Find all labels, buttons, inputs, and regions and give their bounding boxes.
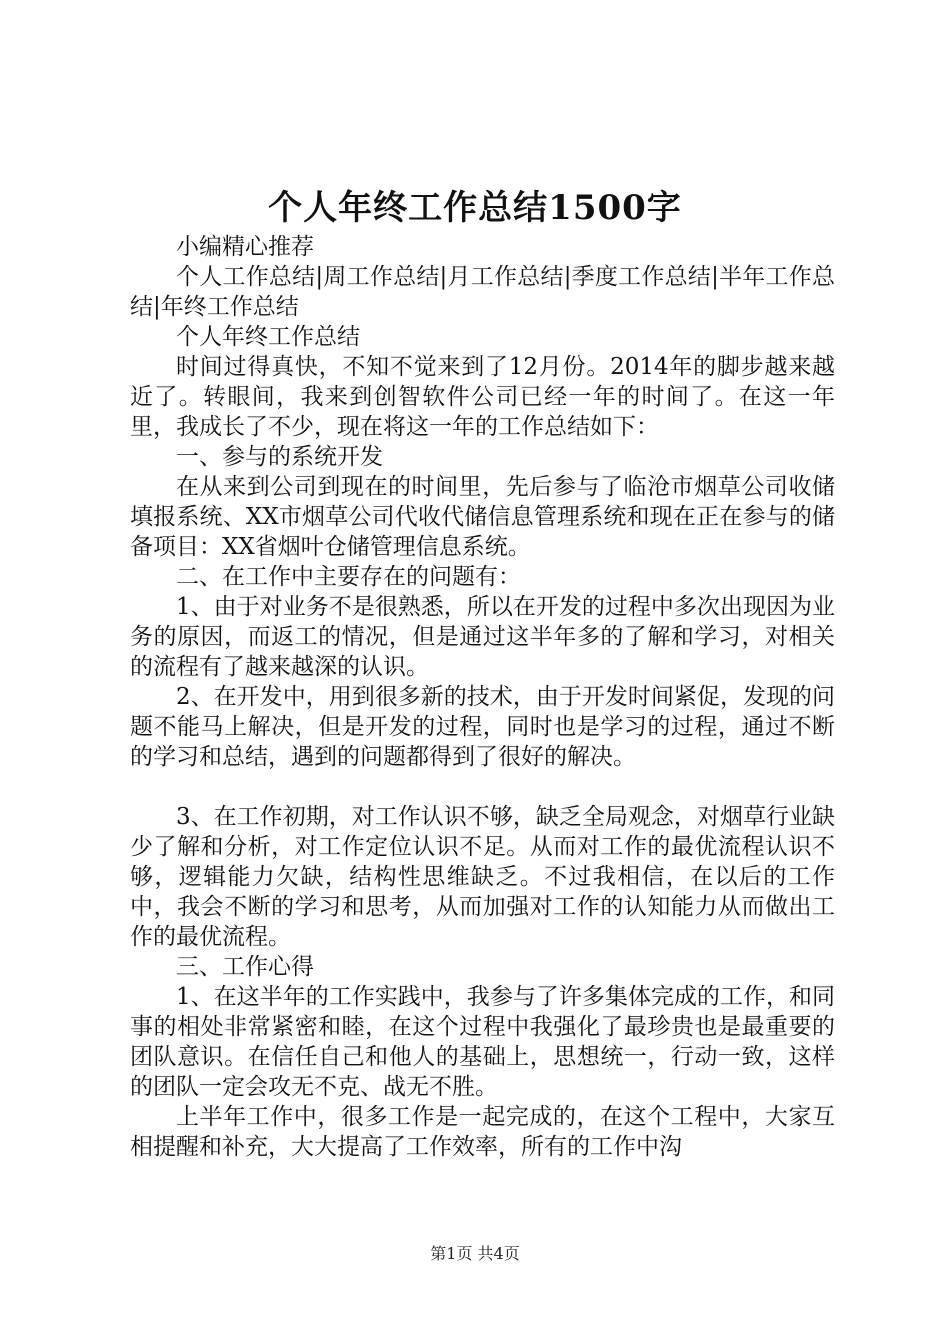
section-heading-3: 三、工作心得 [176, 954, 314, 980]
related-links-line: 个人工作总结|周工作总结|月工作总结|季度工作总结|半年工作总结|年终工作总结 [130, 264, 835, 320]
problem-paragraph-3: 3、在工作初期，对工作认识不够，缺乏全局观念，对烟草行业缺少了解和分析，对工作定位认识不足。从而对工作的最优流程认识不够，逻辑能力欠缺，结构性思维缺乏。不过我相信，在以后的工作中，我会不断的学习和思考，从而加强对工作的认知能力从而做出工作的最优流程。 [130, 804, 835, 950]
paragraph-gap [130, 772, 835, 802]
problem-paragraph-2: 2、在开发中，用到很多新的技术，由于开发时间紧促，发现的问题不能马上解决，但是开发的过程，同时也是学习的过程，通过不断的学习和总结，遇到的问题都得到了很好的解决。 [130, 684, 835, 770]
development-paragraph: 在从来到公司到现在的时间里，先后参与了临沧市烟草公司收储填报系统、XX市烟草公司代收代储信息管理系统和现在正在参与的储备项目：XX省烟叶仓储管理信息系统。 [130, 474, 835, 560]
experience-paragraph-2: 上半年工作中，很多工作是一起完成的，在这个工程中，大家互相提醒和补充，大大提高了工作效率，所有的工作中沟 [130, 1104, 835, 1160]
problem-paragraph-1: 1、由于对业务不是很熟悉，所以在开发的过程中多次出现因为业务的原因，而返工的情况，但是通过这半年多的了解和学习，对相关的流程有了越来越深的认识。 [130, 594, 835, 680]
page-footer: 第1页 共4页 [430, 1244, 520, 1263]
section-heading-2: 二、在工作中主要存在的问题有： [176, 564, 521, 590]
recommend-line: 小编精心推荐 [176, 234, 314, 260]
section-heading-1: 一、参与的系统开发 [176, 444, 383, 470]
intro-paragraph: 时间过得真快，不知不觉来到了12月份。2014年的脚步越来越近了。转眼间，我来到创智软件公司已经一年的时间了。在这一年里，我成长了不少，现在将这一年的工作总结如下： [130, 354, 835, 440]
section-title: 个人年终工作总结 [176, 324, 360, 350]
document-body [130, 232, 835, 1162]
document-title: 个人年终工作总结1500字 [268, 188, 682, 228]
experience-paragraph-1: 1、在这半年的工作实践中，我参与了许多集体完成的工作，和同事的相处非常紧密和睦，在这个过程中我强化了最珍贵也是最重要的团队意识。在信任自己和他人的基础上，思想统一，行动一致，这样的团队一定会攻无不克、战无不胜。 [130, 984, 835, 1100]
